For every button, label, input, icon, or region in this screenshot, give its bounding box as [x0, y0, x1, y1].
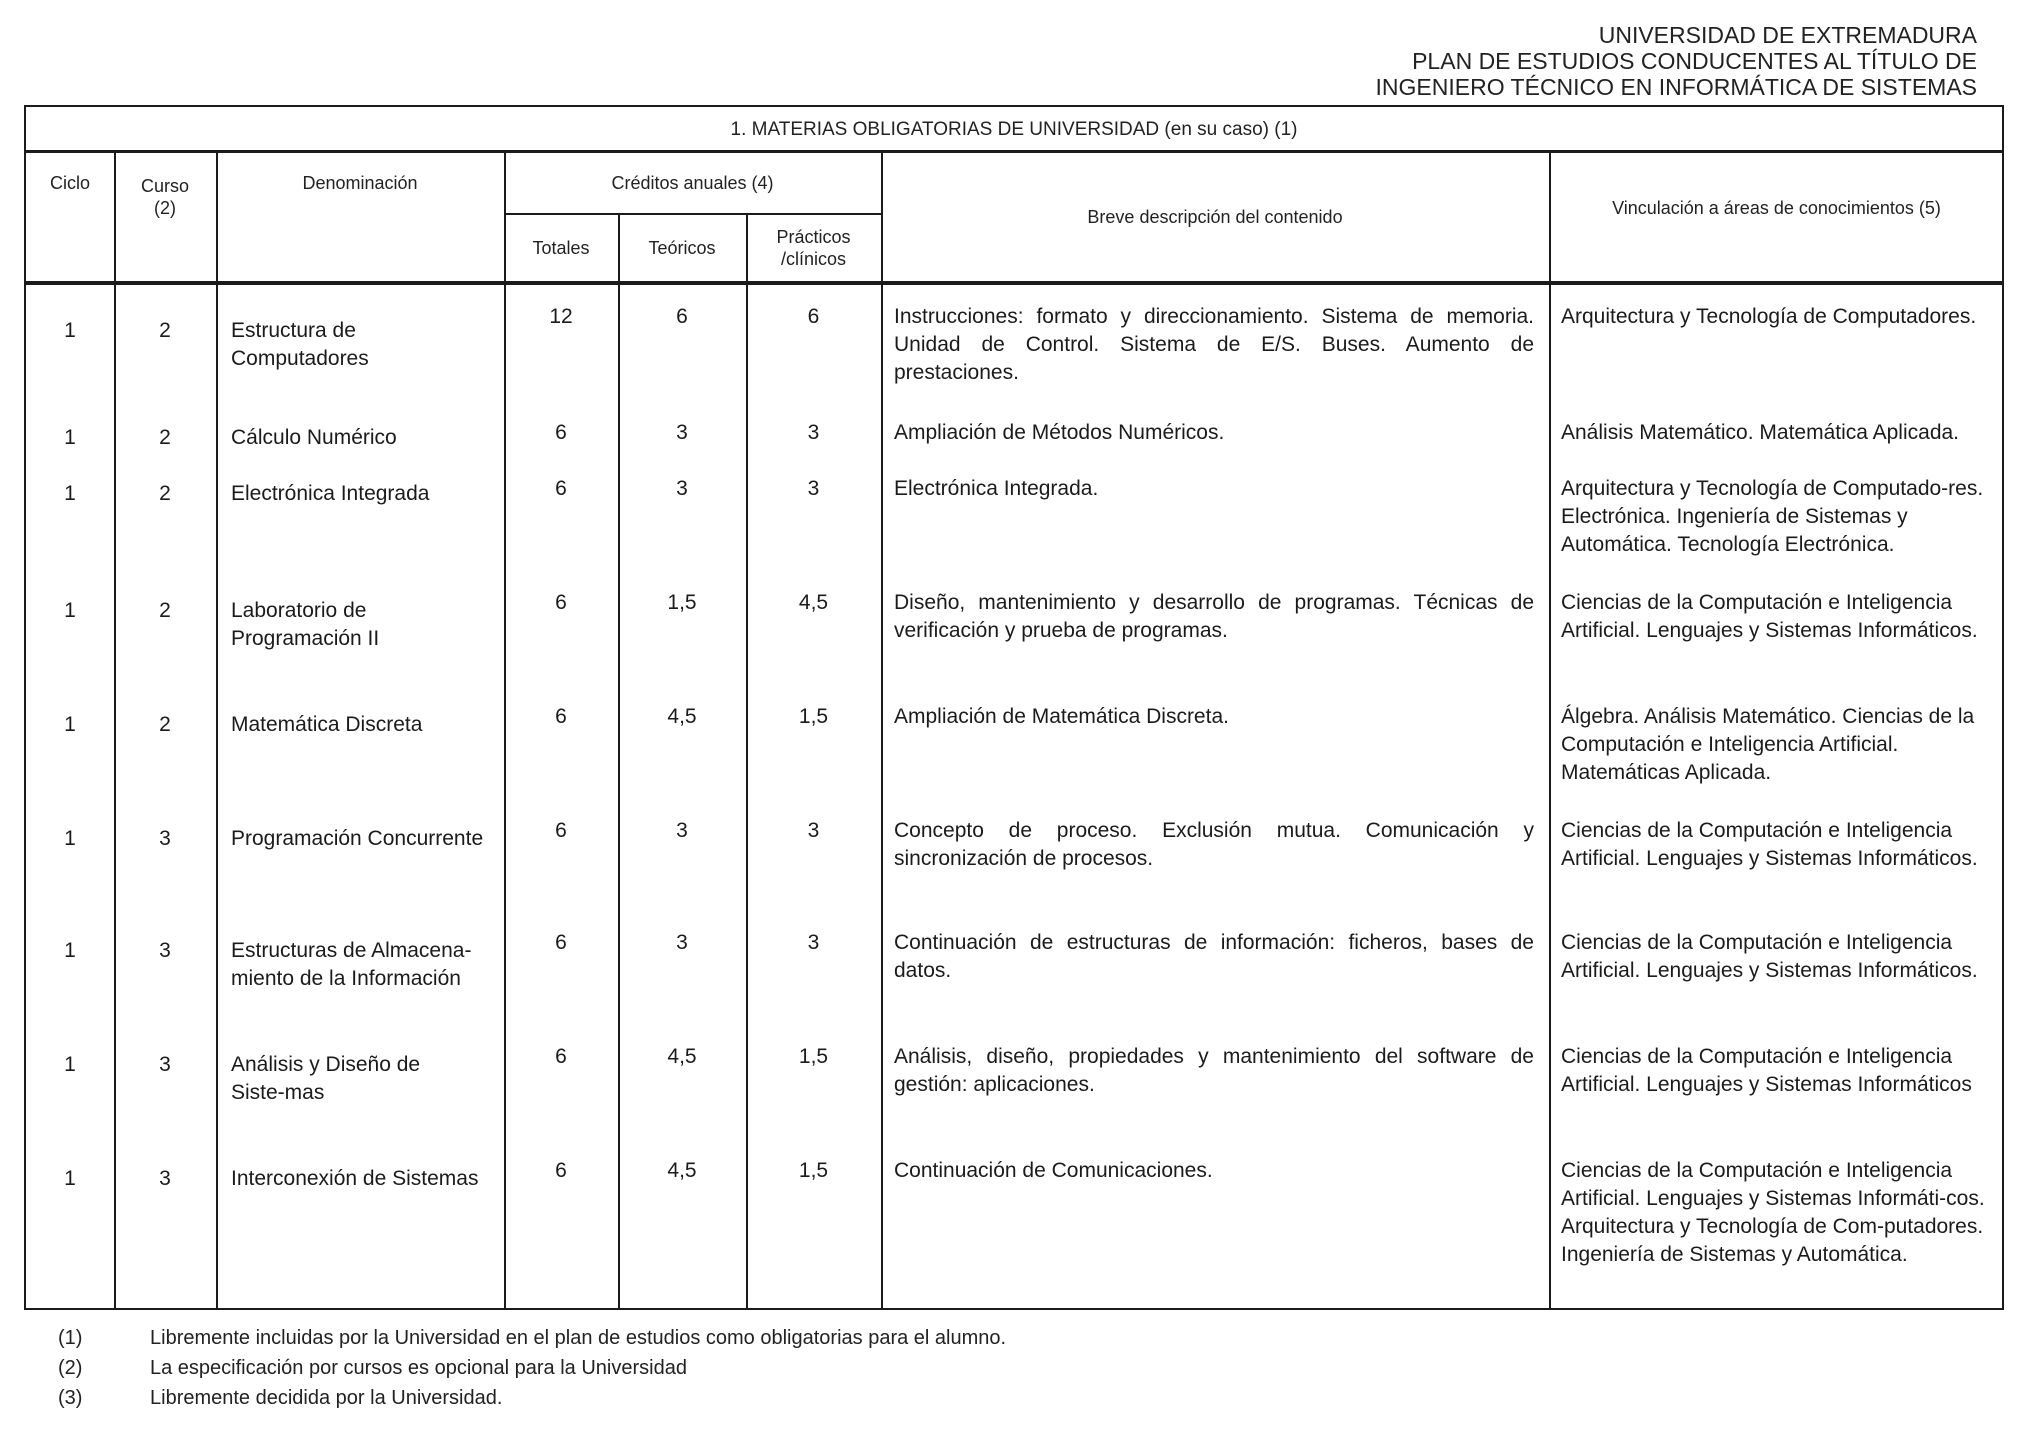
cell-totales: 6 — [555, 1159, 567, 1182]
cell-denominacion: Matemática Discreta — [231, 713, 423, 736]
cell-vinculacion: Álgebra. Análisis Matemático. Ciencias de la Computación e Inteligencia Artificial. Matemáticas Aplicada. — [1561, 705, 1975, 784]
header-plan: PLAN DE ESTUDIOS CONDUCENTES AL TÍTULO DE — [1412, 48, 1977, 74]
cell-denominacion: Programación Concurrente — [231, 827, 484, 850]
cell-vinculacion: Ciencias de la Computación e Inteligencia Artificial. Lenguajes y Sistemas Informáticos. — [1561, 591, 1978, 642]
header-curso-label: Curso — [140, 176, 189, 196]
header-ciclo-label: Ciclo — [49, 173, 90, 193]
cell-ciclo: 1 — [64, 939, 76, 962]
footnote — [58, 1383, 1006, 1413]
cell-denominacion: Cálculo Numérico — [231, 426, 397, 449]
footnote-text: La especificación por cursos es opcional para la Universidad — [150, 1357, 687, 1379]
cell-descripcion: Concepto de proceso. Exclusión mutua. Comunicación y sincronización de procesos. — [894, 819, 1534, 870]
footnote-key: (2) — [58, 1357, 83, 1379]
cell-totales: 6 — [555, 591, 567, 614]
cell-teoricos: 4,5 — [667, 705, 697, 728]
header-university: UNIVERSIDAD DE EXTREMADURA — [1598, 22, 1977, 48]
cell-ciclo: 1 — [64, 713, 76, 736]
cell-curso: 2 — [159, 599, 171, 622]
cell-practicos: 3 — [807, 931, 820, 954]
cell-teoricos: 3 — [676, 931, 688, 954]
cell-curso: 2 — [159, 426, 171, 449]
cell-teoricos: 1,5 — [667, 591, 697, 614]
cell-curso: 3 — [159, 1167, 171, 1190]
cell-totales: 6 — [555, 477, 567, 500]
cell-vinculacion: Ciencias de la Computación e Inteligencia Artificial. Lenguajes y Sistemas Informáticos — [1561, 1045, 1972, 1096]
header-vinculacion-label: Vinculación a áreas de conocimientos (5) — [1612, 198, 1941, 218]
footnote — [58, 1353, 1006, 1383]
cell-denominacion: Análisis y Diseño de Siste-mas — [231, 1053, 421, 1104]
cell-totales: 6 — [555, 819, 567, 842]
header-curso — [114, 153, 216, 241]
header-denominacion — [216, 153, 504, 213]
cell-practicos: 1,5 — [798, 705, 829, 728]
header-teoricos — [618, 215, 746, 281]
cell-denominacion: Electrónica Integrada — [231, 482, 430, 505]
footnote-text: Libremente decidida por la Universidad. — [150, 1387, 503, 1409]
cell-ciclo: 1 — [64, 482, 76, 505]
footnote-text: Libremente incluidas por la Universidad en el plan de estudios como obligatorias para el alumno. — [150, 1327, 1007, 1349]
cell-totales: 6 — [555, 931, 567, 954]
subjects-table — [24, 105, 2004, 1310]
header-ciclo — [26, 153, 114, 213]
column-divider — [746, 214, 748, 1308]
cell-curso: 2 — [159, 319, 171, 342]
cell-teoricos: 4,5 — [667, 1159, 697, 1182]
cell-vinculacion: Ciencias de la Computación e Inteligencia Artificial. Lenguajes y Sistemas Informáticos. — [1561, 931, 1978, 982]
cell-practicos: 3 — [807, 477, 820, 500]
cell-ciclo: 1 — [64, 599, 76, 622]
cell-ciclo: 1 — [64, 319, 76, 342]
cell-descripcion: Análisis, diseño, propiedades y mantenimiento del software de gestión: aplicaciones. — [894, 1045, 1534, 1096]
cell-descripcion: Instrucciones: formato y direccionamiento. Sistema de memoria. Unidad de Control. Sistema de E/S. Buses. Aumento de prestaciones. — [894, 305, 1534, 384]
cell-practicos: 6 — [807, 305, 820, 328]
cell-totales: 6 — [555, 705, 567, 728]
cell-curso: 3 — [159, 939, 171, 962]
document-header — [1376, 22, 1977, 100]
header-creditos-label: Créditos anuales (4) — [611, 173, 774, 193]
cell-descripcion: Diseño, mantenimiento y desarrollo de programas. Técnicas de verificación y prueba de programas. — [894, 591, 1534, 642]
cell-curso: 2 — [159, 713, 171, 736]
cell-denominacion: Interconexión de Sistemas — [231, 1167, 479, 1190]
cell-vinculacion: Ciencias de la Computación e Inteligencia Artificial. Lenguajes y Sistemas Informáticos. — [1561, 819, 1978, 870]
column-divider — [1549, 153, 1551, 1308]
cell-descripcion: Continuación de Comunicaciones. — [894, 1159, 1213, 1182]
cell-practicos: 3 — [807, 819, 820, 842]
column-divider — [881, 153, 883, 1308]
cell-totales: 6 — [555, 421, 567, 444]
column-divider — [216, 153, 218, 1308]
header-degree: INGENIERO TÉCNICO EN INFORMÁTICA DE SISTEMAS — [1375, 74, 1977, 100]
cell-totales: 12 — [549, 305, 573, 328]
footnote-key: (1) — [58, 1327, 83, 1349]
cell-descripcion: Ampliación de Matemática Discreta. — [894, 705, 1229, 728]
header-vinculacion — [1549, 153, 2004, 263]
column-divider — [618, 214, 620, 1308]
footnote-key: (3) — [58, 1387, 83, 1409]
cell-totales: 6 — [555, 1045, 567, 1068]
cell-teoricos: 3 — [676, 477, 688, 500]
cell-ciclo: 1 — [64, 1167, 76, 1190]
cell-descripcion: Electrónica Integrada. — [894, 477, 1099, 500]
cell-denominacion: Laboratorio de Programación II — [231, 599, 380, 650]
cell-curso: 2 — [159, 482, 171, 505]
header-totales — [504, 215, 618, 281]
header-descripcion — [881, 153, 1549, 281]
cell-descripcion: Ampliación de Métodos Numéricos. — [894, 421, 1225, 444]
cell-denominacion: Estructuras de Almacena-miento de la Información — [231, 939, 472, 990]
header-practicos-sub: /clínicos — [780, 249, 847, 269]
cell-teoricos: 4,5 — [667, 1045, 697, 1068]
cell-vinculacion: Análisis Matemático. Matemática Aplicada. — [1561, 421, 1960, 444]
header-totales-label: Totales — [532, 238, 590, 258]
cell-teoricos: 3 — [676, 421, 688, 444]
cell-teoricos: 3 — [676, 819, 688, 842]
cell-vinculacion: Arquitectura y Tecnología de Computado-res. Electrónica. Ingeniería de Sistemas y Automática. Tecnología Electrónica. — [1561, 477, 1984, 556]
header-descripcion-label: Breve descripción del contenido — [1087, 207, 1343, 227]
table-title: 1. MATERIAS OBLIGATORIAS DE UNIVERSIDAD (en su caso) (1) — [26, 107, 2002, 153]
header-denominacion-label: Denominación — [302, 173, 418, 193]
cell-ciclo: 1 — [64, 426, 76, 449]
cell-curso: 3 — [159, 1053, 171, 1076]
header-teoricos-label: Teóricos — [648, 238, 716, 258]
cell-practicos: 4,5 — [798, 591, 829, 614]
header-practicos — [746, 215, 881, 281]
header-curso-note: (2) — [154, 198, 176, 218]
cell-ciclo: 1 — [64, 827, 76, 850]
cell-practicos: 1,5 — [798, 1159, 829, 1182]
cell-descripcion: Continuación de estructuras de información: ficheros, bases de datos. — [894, 931, 1534, 982]
footnotes — [58, 1323, 1006, 1413]
footnote — [58, 1323, 1006, 1353]
cell-ciclo: 1 — [64, 1053, 76, 1076]
cell-practicos: 3 — [807, 421, 820, 444]
header-creditos — [504, 153, 881, 213]
cell-denominacion: Estructura de Computadores — [231, 319, 369, 370]
cell-curso: 3 — [159, 827, 171, 850]
cell-practicos: 1,5 — [798, 1045, 829, 1068]
cell-vinculacion: Arquitectura y Tecnología de Computadores. — [1561, 305, 1977, 328]
header-practicos-label: Prácticos — [776, 227, 851, 247]
header-bottom-rule — [26, 281, 2002, 285]
cell-vinculacion: Ciencias de la Computación e Inteligencia Artificial. Lenguajes y Sistemas Informáti-cos. Arquitectura y Tecnología de Com-putadores. Ingeniería de Sistemas y Automática. — [1561, 1159, 1985, 1266]
cell-teoricos: 6 — [676, 305, 688, 328]
